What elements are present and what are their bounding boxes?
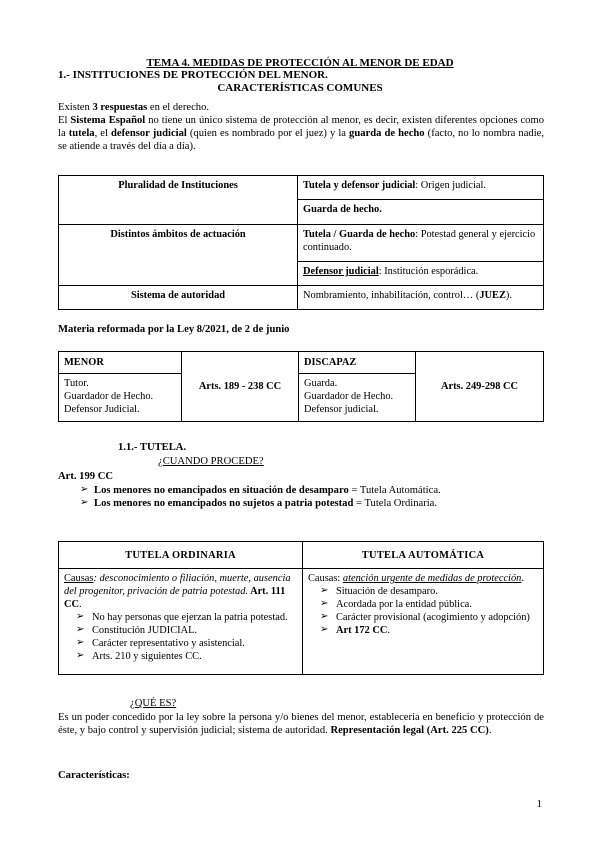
autoridad-row: Nombramiento, inhabilitación, control… (JUEZ). xyxy=(298,286,544,310)
tutela-ordinaria-header: TUTELA ORDINARIA xyxy=(59,542,303,569)
list-item: ➢ Arts. 210 y siguientes CC. xyxy=(64,650,297,663)
list-item: ➢ Art 172 CC. xyxy=(308,624,538,637)
menor-list: Tutor. Guardador de Hecho. Defensor Judicial. xyxy=(59,374,182,422)
list-item: ➢ Carácter representativo y asistencial. xyxy=(64,637,297,650)
intro-paragraph-2: El Sistema Español no tiene un único sistema de protección al menor, es decir, existen diferentes opciones como la tutela, el defensor judicial (quien es nombrado por el juez) y la guarda de hecho (facto, no lo nombra nadie, se atiende a través del día a día). xyxy=(58,115,545,153)
ambitos-row-b: Defensor judicial: Institución esporádica. xyxy=(298,262,544,286)
cuando-procede-heading: ¿CUANDO PROCEDE? xyxy=(158,456,264,467)
list-item: ➢ Acordada por la entidad pública. xyxy=(308,598,538,611)
list-item: ➢ Situación de desamparo. xyxy=(308,585,538,598)
que-es-heading: ¿QUÉ ES? xyxy=(130,698,177,709)
section-subheading: CARACTERÍSTICAS COMUNES xyxy=(217,82,383,94)
tutela-ordinaria-cell: Causas: desconocimiento o filiación, muerte, ausencia del progenitor, privación de patria potestad. Art. 111 CC. ➢ No hay personas que ejerzan la patria potestad. ➢ Constitución JUDICIAL. ➢ Carácter representativo y asistencial. ➢ Arts. 210 y siguientes CC. xyxy=(59,569,303,675)
list-item: ➢ No hay personas que ejerzan la patria potestad. xyxy=(64,611,297,624)
intro-paragraph-1: Existen 3 respuestas en el derecho. xyxy=(58,102,210,113)
tutela-automatica-cell: Causas: atención urgente de medidas de protección. ➢ Situación de desamparo. ➢ Acordada por la entidad pública. ➢ Carácter provisional (acogimiento y adopción) ➢ Art 172 CC. xyxy=(303,569,544,675)
page-title: TEMA 4. MEDIDAS DE PROTECCIÓN AL MENOR DE EDAD xyxy=(146,57,454,69)
ambitos-label: Distintos ámbitos de actuación xyxy=(59,225,298,286)
discapaz-list: Guarda. Guardador de Hecho. Defensor judicial. xyxy=(299,374,416,422)
tutela-automatica-header: TUTELA AUTOMÁTICA xyxy=(303,542,544,569)
autoridad-label: Sistema de autoridad xyxy=(59,286,298,310)
pluralidad-label: Pluralidad de Instituciones xyxy=(59,176,298,225)
subsection-tutela: 1.1.- TUTELA. xyxy=(118,442,187,453)
art-199: Art. 199 CC xyxy=(58,471,114,482)
list-item: ➢ Los menores no emancipados no sujetos a patria potestad = Tutela Ordinaria. xyxy=(74,497,544,510)
page-number: 1 xyxy=(536,798,542,810)
list-item: ➢ Carácter provisional (acogimiento y adopción) xyxy=(308,611,538,624)
discapaz-header: DISCAPAZ xyxy=(299,352,416,374)
menor-header: MENOR xyxy=(59,352,182,374)
materia-note: Materia reformada por la Ley 8/2021, de 2 de junio xyxy=(58,324,290,335)
section-heading: 1.- INSTITUCIONES DE PROTECCIÓN DEL MENOR. xyxy=(58,69,328,81)
characteristics-table xyxy=(58,175,544,310)
arts-discapaz: Arts. 249-298 CC xyxy=(416,352,544,422)
definition-paragraph: Es un poder concedido por la ley sobre la persona y/o bienes del menor, estableceria en beneficio y protección de éste, y bajo control y supervisión judicial; sistema de autoridad. Representación legal (Art. 225 CC). xyxy=(58,712,544,737)
reform-table xyxy=(58,351,544,422)
list-item: ➢ Los menores no emancipados en situación de desamparo = Tutela Automática. xyxy=(74,484,544,497)
arts-menor: Arts. 189 - 238 CC xyxy=(182,352,299,422)
pluralidad-row-b: Guarda de hecho. xyxy=(298,200,544,225)
procede-list xyxy=(74,484,544,510)
ambitos-row-a: Tutela / Guarda de hecho: Potestad general y ejercicio continuado. xyxy=(298,225,544,262)
tutela-comparison-table xyxy=(58,541,544,675)
list-item: ➢ Constitución JUDICIAL. xyxy=(64,624,297,637)
caracteristicas-heading: Características: xyxy=(58,770,130,781)
pluralidad-row-a: Tutela y defensor judicial: Origen judicial. xyxy=(298,176,544,200)
